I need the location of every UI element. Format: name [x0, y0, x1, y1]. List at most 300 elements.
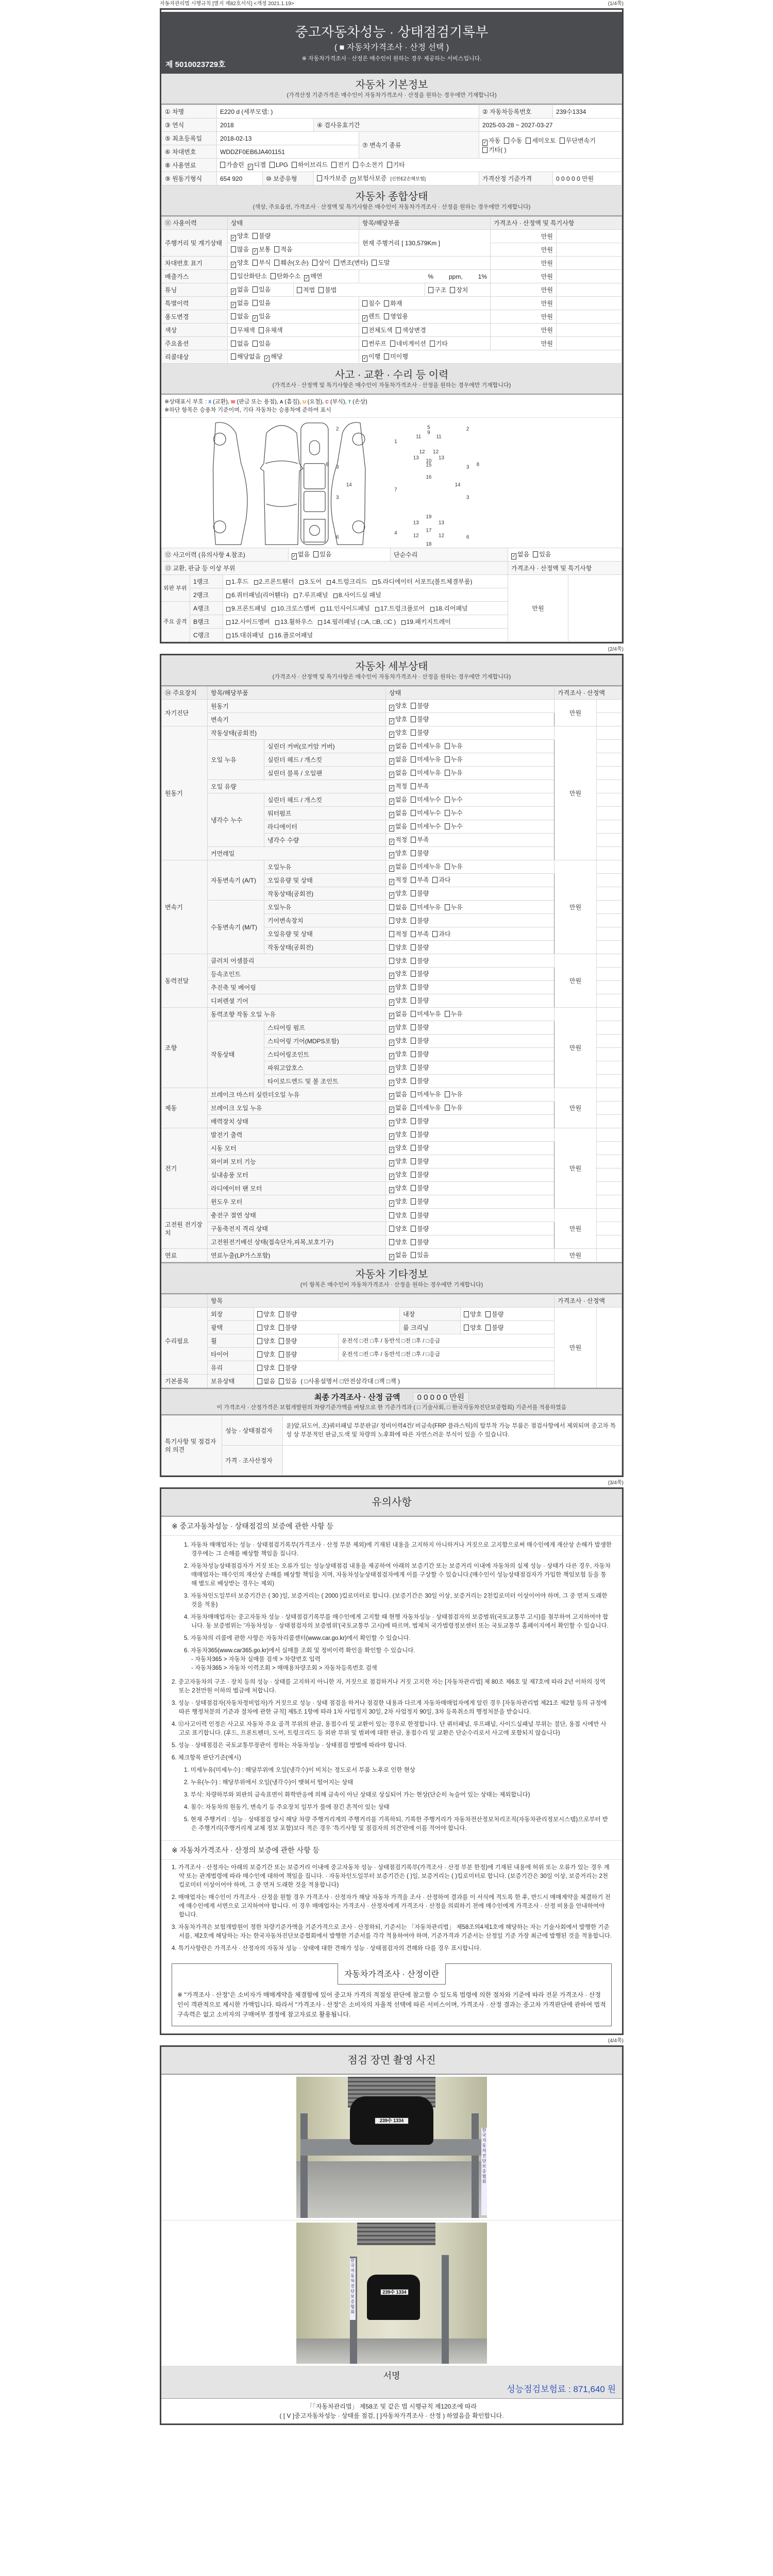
option-label: 양호: [395, 1184, 408, 1192]
price-note: [597, 740, 622, 753]
item-name: 실린더 블록 / 오일팬: [264, 767, 386, 780]
unchecked-box-icon[interactable]: [445, 904, 450, 910]
checked-box-icon[interactable]: ✓: [390, 1146, 394, 1152]
unchecked-box-icon[interactable]: [464, 1311, 469, 1317]
checkbox-option: [389, 1171, 407, 1178]
unchecked-box-icon[interactable]: [411, 1158, 416, 1164]
checked-box-icon[interactable]: ✓: [483, 139, 487, 145]
unchecked-box-icon[interactable]: [279, 1351, 284, 1358]
unchecked-box-icon[interactable]: [375, 607, 379, 612]
unchecked-box-icon[interactable]: [334, 260, 339, 266]
checked-box-icon[interactable]: ✓: [390, 1012, 394, 1018]
sub-group: 수동변속기 (M/T): [208, 901, 264, 954]
checked-box-icon[interactable]: ✓: [390, 731, 394, 737]
unchecked-box-icon[interactable]: [274, 246, 279, 252]
unchecked-box-icon[interactable]: [294, 594, 298, 598]
option-label: 불량: [417, 702, 429, 709]
unchecked-box-icon[interactable]: [384, 353, 389, 360]
unchecked-box-icon[interactable]: [331, 162, 337, 168]
unchecked-box-icon[interactable]: [389, 958, 394, 964]
part-checkbox-option: [318, 618, 396, 625]
checked-box-icon[interactable]: ✓: [390, 838, 394, 844]
part-name: 6.쿼터패널(리어휀다): [231, 591, 289, 599]
checkbox-option: [432, 876, 450, 884]
option-label: 양호: [263, 1337, 276, 1345]
unchecked-box-icon[interactable]: [445, 823, 450, 829]
unchecked-box-icon[interactable]: [226, 634, 230, 638]
unchecked-box-icon[interactable]: [257, 1378, 262, 1384]
option-label: 장치: [456, 286, 468, 294]
unchecked-box-icon[interactable]: [411, 1226, 416, 1232]
part-number-label: 9: [427, 430, 430, 436]
unchecked-box-icon[interactable]: [231, 313, 236, 319]
item-status: [386, 874, 554, 887]
checked-box-icon[interactable]: ✓: [390, 798, 394, 804]
unchecked-box-icon[interactable]: [411, 1078, 416, 1084]
unchecked-box-icon[interactable]: [333, 594, 338, 598]
option-label: 적정: [395, 876, 408, 884]
unchecked-box-icon[interactable]: [389, 1239, 394, 1245]
price-unit: 만원: [491, 337, 557, 350]
checkbox-option: [411, 1117, 429, 1125]
unchecked-box-icon[interactable]: [389, 944, 394, 951]
unchecked-box-icon[interactable]: [389, 1226, 394, 1232]
unchecked-box-icon[interactable]: [411, 770, 416, 776]
label-registration: ② 자동차등록번호: [479, 105, 553, 118]
unchecked-box-icon[interactable]: [297, 287, 302, 293]
glass-options: [254, 1361, 554, 1375]
checkbox-option: [430, 340, 448, 347]
section-title: 자동차 기타정보: [355, 1269, 428, 1280]
option-label: 적정: [395, 782, 408, 790]
checked-box-icon[interactable]: ✓: [390, 1066, 394, 1072]
unchecked-box-icon[interactable]: [275, 620, 279, 625]
unchecked-box-icon[interactable]: [231, 353, 236, 360]
unchecked-box-icon[interactable]: [411, 1212, 416, 1218]
unchecked-box-icon[interactable]: [257, 1365, 262, 1371]
unchecked-box-icon[interactable]: [253, 260, 258, 266]
final-price-header: [161, 1388, 622, 1415]
option-label: 불량: [285, 1310, 297, 1318]
unchecked-box-icon[interactable]: [411, 877, 416, 883]
checked-box-icon[interactable]: ✓: [390, 744, 394, 750]
unchecked-box-icon[interactable]: [257, 1351, 262, 1358]
unchecked-box-icon[interactable]: [353, 162, 358, 168]
option-label: 불량: [417, 889, 429, 897]
checked-box-icon[interactable]: ✓: [390, 1120, 394, 1125]
unchecked-box-icon[interactable]: [389, 931, 394, 937]
unchecked-box-icon[interactable]: [411, 918, 416, 924]
unchecked-box-icon[interactable]: [327, 580, 331, 585]
unchecked-box-icon[interactable]: [411, 730, 416, 736]
checkbox-option: [560, 137, 596, 144]
unchecked-box-icon[interactable]: [411, 703, 416, 709]
unchecked-box-icon[interactable]: [253, 341, 258, 347]
unchecked-box-icon[interactable]: [279, 1325, 284, 1331]
option-label: 불량: [492, 1324, 504, 1331]
part-checkbox-option: [226, 605, 266, 612]
unchecked-box-icon[interactable]: [428, 287, 433, 293]
checked-box-icon[interactable]: ✓: [363, 315, 367, 320]
unchecked-box-icon[interactable]: [389, 1212, 394, 1218]
engine-type: 654 920: [217, 172, 263, 185]
checkbox-option: [411, 1212, 429, 1219]
unchecked-box-icon[interactable]: [253, 233, 258, 239]
unchecked-box-icon[interactable]: [279, 1311, 284, 1317]
unchecked-box-icon[interactable]: [220, 162, 225, 168]
unchecked-box-icon[interactable]: [401, 620, 406, 625]
checked-box-icon[interactable]: ✓: [390, 811, 394, 817]
checked-box-icon[interactable]: ✓: [390, 758, 394, 764]
emission-values: [359, 270, 491, 283]
unchecked-box-icon[interactable]: [231, 246, 236, 252]
checked-box-icon[interactable]: ✓: [231, 288, 236, 294]
option-label: 없음: [263, 1377, 276, 1385]
option-label: 없음: [395, 1251, 408, 1259]
unchecked-box-icon[interactable]: [445, 743, 450, 749]
option-label: 누유: [450, 742, 463, 750]
unchecked-box-icon[interactable]: [292, 162, 297, 168]
unchecked-box-icon[interactable]: [445, 863, 450, 870]
unchecked-box-icon[interactable]: [432, 877, 438, 883]
option-label: 없음: [395, 1010, 408, 1018]
option-label: 불량: [492, 1310, 504, 1318]
unchecked-box-icon[interactable]: [411, 1239, 416, 1245]
item-status: [386, 1168, 554, 1182]
rank-label: A랭크: [190, 602, 223, 615]
price-note: [597, 1235, 622, 1249]
price-unit: 만원: [491, 297, 557, 310]
unchecked-box-icon[interactable]: [411, 1172, 416, 1178]
unchecked-box-icon[interactable]: [253, 286, 258, 293]
unchecked-box-icon[interactable]: [411, 837, 416, 843]
unchecked-box-icon[interactable]: [485, 1325, 491, 1331]
unchecked-box-icon[interactable]: [271, 273, 276, 279]
unchecked-box-icon[interactable]: [279, 1365, 284, 1371]
checked-box-icon[interactable]: ✓: [363, 355, 367, 361]
unchecked-box-icon[interactable]: [411, 1011, 416, 1017]
unchecked-box-icon[interactable]: [226, 620, 230, 625]
unchecked-box-icon[interactable]: [411, 1091, 416, 1097]
unchecked-box-icon[interactable]: [411, 958, 416, 964]
car-top-outline: [260, 426, 303, 545]
unchecked-box-icon[interactable]: [226, 594, 230, 598]
item-status: [386, 700, 554, 713]
checked-box-icon[interactable]: ✓: [231, 261, 236, 267]
unchecked-box-icon[interactable]: [299, 580, 304, 585]
unchecked-box-icon[interactable]: [257, 1338, 262, 1344]
checkbox-option: [445, 742, 463, 750]
price-note: [597, 968, 622, 981]
item-name: 배력장치 상태: [208, 1115, 386, 1128]
item-name: 연료누출(LP가스포함): [208, 1249, 386, 1262]
checkbox-option: [231, 340, 249, 347]
unchecked-box-icon[interactable]: [313, 551, 318, 557]
checkbox-option: [411, 1077, 429, 1084]
unchecked-box-icon[interactable]: [231, 273, 236, 279]
unchecked-box-icon[interactable]: [318, 620, 322, 625]
unchecked-box-icon[interactable]: [411, 890, 416, 896]
symbol-w: W: [230, 399, 236, 404]
unchecked-box-icon[interactable]: [257, 1325, 262, 1331]
checked-box-icon[interactable]: ✓: [390, 1187, 394, 1192]
unchecked-box-icon[interactable]: [411, 1024, 416, 1030]
option-label: 부족: [417, 782, 429, 790]
unchecked-box-icon[interactable]: [411, 716, 416, 722]
checked-box-icon[interactable]: ✓: [390, 878, 394, 884]
unchecked-box-icon[interactable]: [362, 300, 367, 307]
checked-box-icon[interactable]: ✓: [248, 163, 253, 169]
device-group: 고전원 전기장치: [162, 1209, 208, 1249]
unchecked-box-icon[interactable]: [226, 580, 230, 585]
checkbox-option: [389, 1131, 407, 1138]
option-label: 누유: [450, 755, 463, 763]
recall-status: [359, 350, 622, 364]
checked-box-icon[interactable]: ✓: [390, 1173, 394, 1179]
unchecked-box-icon[interactable]: [411, 783, 416, 789]
checked-box-icon[interactable]: ✓: [390, 999, 394, 1005]
unchecked-box-icon[interactable]: [362, 341, 367, 347]
price-unit: 만원: [554, 1088, 597, 1128]
checked-box-icon[interactable]: ✓: [231, 301, 236, 307]
unchecked-box-icon[interactable]: [411, 904, 416, 910]
option-label: 탄화수소: [276, 272, 301, 280]
unchecked-box-icon[interactable]: [445, 810, 450, 816]
unchecked-box-icon[interactable]: [318, 287, 324, 293]
option-label: 무단변속기: [565, 137, 596, 144]
checked-box-icon[interactable]: ✓: [512, 553, 516, 558]
option-label: 불량: [417, 917, 429, 924]
unchecked-box-icon[interactable]: [411, 931, 416, 937]
price-note: [597, 954, 622, 968]
unchecked-box-icon[interactable]: [411, 1145, 416, 1151]
unit: %: [428, 273, 433, 280]
unchecked-box-icon[interactable]: [389, 904, 394, 910]
checked-box-icon[interactable]: ✓: [390, 1253, 394, 1259]
unchecked-box-icon[interactable]: [445, 796, 450, 803]
final-price-title: 최종 가격조사 · 산정 금액: [314, 1393, 400, 1402]
checked-box-icon[interactable]: ✓: [390, 986, 394, 991]
car365-path: - 자동차365 > 자동차 실매물 검색 > 차량번호 입력: [191, 1656, 321, 1663]
checked-box-icon[interactable]: ✓: [305, 275, 309, 280]
checked-box-icon[interactable]: ✓: [390, 1133, 394, 1139]
unchecked-box-icon[interactable]: [445, 1011, 450, 1017]
unchecked-box-icon[interactable]: [411, 984, 416, 990]
unchecked-box-icon[interactable]: [321, 607, 325, 612]
unchecked-box-icon[interactable]: [231, 327, 236, 333]
unchecked-box-icon[interactable]: [430, 607, 434, 612]
price-note: [597, 1195, 622, 1209]
unchecked-box-icon[interactable]: [411, 743, 416, 749]
option-label: 미세누유: [417, 1090, 441, 1098]
license-plate: 239수 1334: [380, 2289, 409, 2295]
checked-box-icon[interactable]: ✓: [390, 825, 394, 831]
part-number-label: 7: [394, 487, 397, 493]
item-name: 실린더 헤드 / 개스킷: [264, 753, 386, 767]
checkbox-option: [389, 970, 407, 977]
car-diagram: [161, 418, 622, 548]
unchecked-box-icon[interactable]: [254, 580, 258, 585]
unchecked-box-icon[interactable]: [411, 1051, 416, 1057]
unchecked-box-icon[interactable]: [411, 1185, 416, 1191]
part-group: 외판 부위: [162, 575, 190, 602]
part-name: 1.후드: [231, 578, 249, 585]
unchecked-box-icon[interactable]: [259, 327, 264, 333]
unchecked-box-icon[interactable]: [560, 138, 565, 144]
checked-box-icon[interactable]: ✓: [390, 865, 394, 871]
item-name: 워터펌프: [264, 807, 386, 820]
unchecked-box-icon[interactable]: [411, 1064, 416, 1071]
unchecked-box-icon[interactable]: [411, 810, 416, 816]
checked-box-icon[interactable]: ✓: [390, 852, 394, 857]
label-first-registration: ⑤ 최초등록일: [162, 132, 217, 145]
checked-box-icon[interactable]: ✓: [265, 355, 270, 361]
unchecked-box-icon[interactable]: [411, 1105, 416, 1111]
unchecked-box-icon[interactable]: [384, 313, 389, 319]
unchecked-box-icon[interactable]: [411, 997, 416, 1004]
unchecked-box-icon[interactable]: [226, 607, 230, 612]
checked-box-icon[interactable]: ✓: [390, 1039, 394, 1045]
option-label: 미세누수: [417, 795, 441, 803]
unchecked-box-icon[interactable]: [279, 1378, 284, 1384]
checked-box-icon[interactable]: ✓: [390, 718, 394, 723]
unchecked-box-icon[interactable]: [411, 1198, 416, 1205]
unchecked-box-icon[interactable]: [464, 1325, 469, 1331]
checked-box-icon[interactable]: ✓: [390, 1106, 394, 1112]
unchecked-box-icon[interactable]: [257, 1311, 262, 1317]
option-label: 양호: [395, 1130, 408, 1138]
label-gloss: 광택: [208, 1321, 254, 1334]
unchecked-box-icon[interactable]: [253, 300, 258, 306]
checked-box-icon[interactable]: ✓: [390, 1160, 394, 1165]
unchecked-box-icon[interactable]: [411, 1252, 416, 1258]
device-group: 자기진단: [162, 700, 208, 726]
section-title: 자동차 세부상태: [355, 661, 428, 672]
checked-box-icon[interactable]: ✓: [390, 704, 394, 710]
unchecked-box-icon[interactable]: [411, 863, 416, 870]
unchecked-box-icon[interactable]: [269, 634, 273, 638]
option-label: 양호: [237, 259, 249, 266]
unchecked-box-icon[interactable]: [432, 931, 438, 937]
option-label: 매연: [310, 272, 323, 280]
option-label: 양호: [395, 1050, 408, 1058]
unchecked-box-icon[interactable]: [411, 971, 416, 977]
checkbox-option: [317, 175, 347, 182]
vin: WDDZF0EB6JA401151: [217, 145, 359, 159]
checkbox-option: [253, 232, 271, 240]
option-label: 불량: [259, 232, 271, 240]
checkbox-option: [504, 137, 522, 144]
unchecked-box-icon[interactable]: [485, 1311, 491, 1317]
unchecked-box-icon[interactable]: [526, 138, 531, 144]
checked-box-icon[interactable]: ✓: [390, 1093, 394, 1098]
part-name: 4.트렁크리드: [332, 578, 367, 585]
unchecked-box-icon[interactable]: [389, 918, 394, 924]
checked-box-icon[interactable]: ✓: [390, 1200, 394, 1206]
notice-item: 5. 성능 · 상태점검은 국토교통부장관이 정하는 자동차성능 · 상태점검 방법에 따라야 합니다.: [172, 1742, 407, 1749]
checked-box-icon[interactable]: ✓: [351, 177, 356, 182]
unchecked-box-icon[interactable]: [272, 607, 276, 612]
unchecked-box-icon[interactable]: [372, 260, 377, 266]
unchecked-box-icon[interactable]: [373, 580, 377, 585]
unchecked-box-icon[interactable]: [390, 341, 395, 347]
option-label: 세미오토: [532, 137, 556, 144]
item-name: 기어변속장치: [264, 914, 386, 927]
use-change-options: [228, 310, 359, 324]
checkbox-option: [411, 1184, 429, 1192]
checked-box-icon[interactable]: ✓: [390, 1026, 394, 1031]
part-number-label: 3: [466, 495, 469, 501]
unchecked-box-icon[interactable]: [411, 756, 416, 762]
unchecked-box-icon[interactable]: [312, 260, 317, 266]
unchecked-box-icon[interactable]: [504, 138, 509, 144]
unchecked-box-icon[interactable]: [445, 756, 450, 762]
unchecked-box-icon[interactable]: [384, 300, 389, 307]
unchecked-box-icon[interactable]: [411, 944, 416, 951]
checked-box-icon[interactable]: ✓: [390, 972, 394, 978]
unchecked-box-icon[interactable]: [317, 175, 322, 181]
unchecked-box-icon[interactable]: [396, 327, 401, 333]
checkbox-option: [485, 1324, 503, 1331]
unchecked-box-icon[interactable]: [445, 1091, 450, 1097]
unchecked-box-icon[interactable]: [411, 823, 416, 829]
price-note: [597, 1021, 622, 1035]
unchecked-box-icon[interactable]: [362, 327, 367, 333]
row-label-basic-items: 기본품목: [162, 1375, 208, 1388]
checked-box-icon[interactable]: ✓: [390, 785, 394, 790]
checkbox-option: [445, 1104, 463, 1111]
checked-box-icon[interactable]: ✓: [231, 234, 236, 240]
unchecked-box-icon[interactable]: [445, 1105, 450, 1111]
unchecked-box-icon[interactable]: [411, 850, 416, 856]
option-label: 많음: [237, 245, 249, 253]
checked-box-icon[interactable]: ✓: [292, 553, 296, 558]
checked-box-icon[interactable]: ✓: [253, 248, 257, 253]
checkbox-option: [318, 286, 337, 294]
car-name: E220 d (세부모델: ): [217, 105, 479, 118]
unchecked-box-icon[interactable]: [430, 341, 435, 347]
unchecked-box-icon[interactable]: [231, 341, 236, 347]
option-label: 무채색: [237, 326, 255, 334]
option-label: 있음: [320, 550, 332, 558]
unchecked-box-icon[interactable]: [411, 1131, 416, 1138]
unchecked-box-icon[interactable]: [279, 1338, 284, 1344]
device-group: 제동: [162, 1088, 208, 1128]
appraisal-notice-item: 4. 특기사항란은 가격조사 · 산정자의 자동차 성능 · 상태에 대한 견해가 성능 · 상태점검자의 견해와 다를 경우 표시합니다.: [172, 1945, 481, 1952]
checked-box-icon[interactable]: ✓: [390, 1079, 394, 1085]
unchecked-box-icon[interactable]: [445, 770, 450, 776]
unchecked-box-icon[interactable]: [387, 162, 392, 168]
price-note: [597, 887, 622, 901]
checked-box-icon[interactable]: ✓: [253, 315, 257, 320]
unchecked-box-icon[interactable]: [270, 162, 275, 168]
checked-box-icon[interactable]: ✓: [390, 1053, 394, 1058]
option-label: 양호: [395, 983, 408, 991]
unchecked-box-icon[interactable]: [533, 551, 538, 557]
unchecked-box-icon[interactable]: [450, 287, 455, 293]
unchecked-box-icon[interactable]: [274, 260, 279, 266]
unchecked-box-icon[interactable]: [411, 1038, 416, 1044]
checked-box-icon[interactable]: ✓: [390, 771, 394, 777]
price-note: [597, 874, 622, 887]
main-options: [228, 337, 359, 350]
unchecked-box-icon[interactable]: [482, 147, 488, 153]
unchecked-box-icon[interactable]: [411, 796, 416, 803]
checked-box-icon[interactable]: ✓: [390, 892, 394, 897]
checkbox-option: [292, 161, 328, 168]
unchecked-box-icon[interactable]: [411, 1118, 416, 1124]
notice-item: 1. 자동차 매매업자는 성능 · 상태점검기록부(가격조사 · 산정 부분 제외)에 기재된 내용을 고지하지 아니하거나 거짓으로 고지함으로써 매수인에게 재산상 손해가 발생한 경우에는 그 손해를 배상할 책임을 집니다.: [184, 1542, 612, 1557]
